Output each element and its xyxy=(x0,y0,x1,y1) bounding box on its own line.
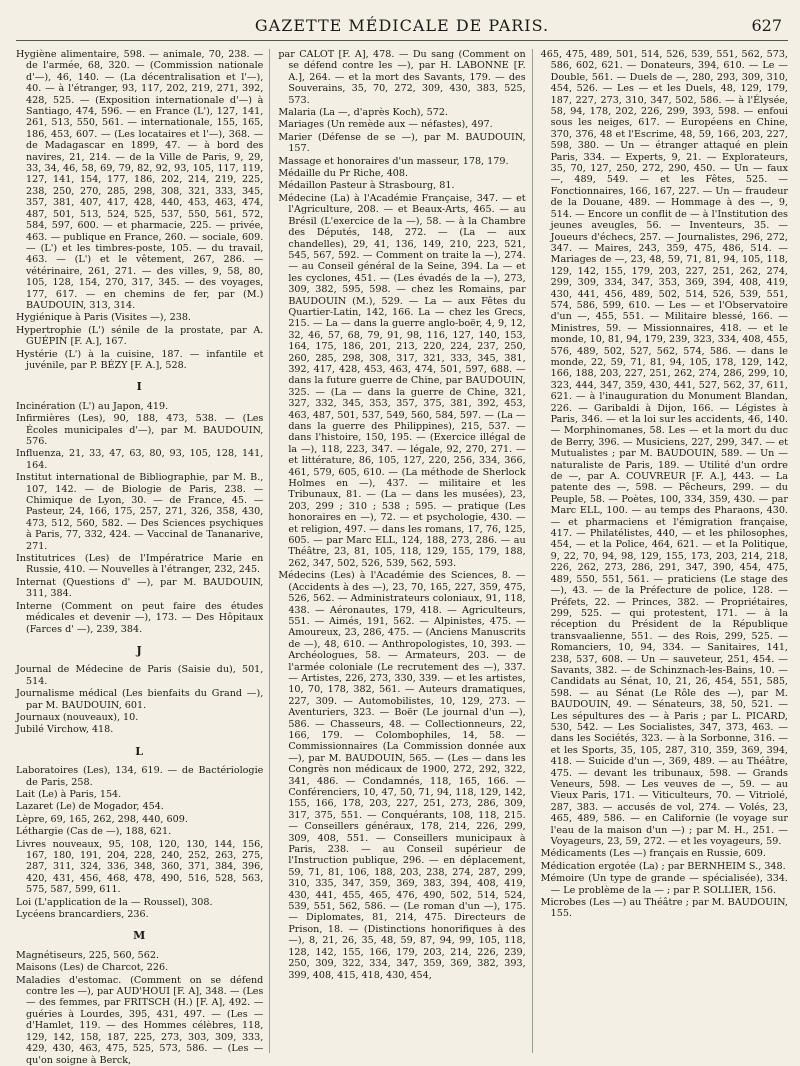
index-entry: Interne (Comment on peut faire des études médicales et devenir —), 173. — Des Hôpitaux (Farces d' —), 239, 384. xyxy=(16,600,264,635)
index-entry: Lèpre, 69, 165, 262, 298, 440, 609. xyxy=(16,813,188,825)
index-entry: Hypertrophie (L') sénile de la prostate, par A. GUÉPIN [F. A.], 167. xyxy=(16,324,264,348)
section-i xyxy=(16,401,263,635)
index-entry: Léthargie (Cas de —), 188, 621. xyxy=(16,826,172,838)
page-header xyxy=(16,14,788,41)
index-entry: Médicaments (Les —) français en Russie, 609. xyxy=(540,848,766,860)
index-entry: Maisons (Les) de Charcot, 226. xyxy=(16,962,169,974)
index-entry: Institut international de Bibliographie, par M. B., 107, 142. — de Biologie de Paris, 238. — Chimique de Lyon, 30. — de France, 45. — Pasteur, 24, 166, 175, 257, 271, 326, 358, 430, 473, 512, 560, 582. — Des Sciences psychiques à Paris, 77, 332, 424. — Vaccinal de Tananarive, 271. xyxy=(16,472,264,552)
index-entry: Hygiène alimentaire, 598. — animale, 70, 238. — de l'armée, 68, 320. — (Commission nationale d'—), 46, 140. — (La décentralisation et l'—), 40. — à l'étranger, 93, 117, 202, 219, 271, 392, 428, 525. — (Exposition internationale d'—) à Santiago, 474, 596. — en France (L'), 127, 141, 261, 513, 550, 561. — internationale, 155, 165, 186, 453, 607. — (Les locataires et l'—), 368. — de Madagascar en 1899, 47. — à bord des navires, 21, 214. — de la Ville de Paris, 9, 29, 33, 34, 46, 58, 69, 79, 82, 92, 93, 105, 117, 119, 127, 141, 154, 177, 186, 202, 214, 219, 225, 238, 250, 270, 285, 298, 308, 321, 333, 345, 357, 381, 407, 417, 428, 440, 453, 463, 474, 487, 501, 513, 524, 525, 537, 550, 561, 572, 584, 597, 600. — et pharmacie, 225. — privée, 463. — publique en France, 260. — sociale, 609. — (L') et les timbres-poste, 105. — du travail, 463. — (L') et le vêtement, 267, 286. — vétérinaire, 261, 271. — des villes, 9, 58, 80, 105, 128, 154, 270, 317, 345. — des voyages, 177, 617. — en chemins de fer, par (M.) BAUDOUIN, 313, 314. xyxy=(16,49,264,311)
index-entry: Journalisme médical (Les bienfaits du Grand —), par M. BAUDOUIN, 601. xyxy=(16,688,264,711)
section-letter-m: M xyxy=(133,929,147,943)
index-entry: Jubilé Virchow, 418. xyxy=(16,724,114,736)
index-entry: Mariages (Un remède aux — néfastes), 497. xyxy=(278,119,493,131)
page-number: 627 xyxy=(751,16,782,35)
index-entry: Journal de Médecine de Paris (Saisie du), 501, 514. xyxy=(16,664,264,687)
section-h xyxy=(16,49,263,371)
index-entry: Massage et honoraires d'un masseur, 178, 179. xyxy=(278,155,509,167)
index-column-2 xyxy=(278,49,532,1053)
index-entry: Médaillon Pasteur à Strasbourg, 81. xyxy=(278,180,455,192)
index-entry: Médecine (La) à l'Académie Française, 347. — et l'Agriculture, 208. — et Beaux-Arts, 465. — au Brésil (L'exercice de la —), 58. — à la Chambre des Députés, 148, 272. — (La — aux chandelles), 29, 41, 136, 149, 210, 223, 521, 545, 567, 592. — Comment on traite la —), 274. — au Conseil général de la Seine, 394. La — et les cyclones, 451. — (Les évadés de la —), 273, 309, 382, 595, 598. — chez les Romains, par BAUDOUIN (M.), 529. — La — aux Fêtes du Quartier-Latin, 142, 166. La — chez les Grecs, 215. — La — dans la guerre anglo-boër, 4, 9, 12, 32, 46, 57, 68, 79, 91, 98, 116, 127, 140, 153, 164, 175, 186, 201, 213, 220, 224, 237, 250, 260, 285, 298, 308, 317, 321, 333, 345, 381, 392, 417, 428, 453, 463, 474, 501, 597, 688. — dans la future guerre de Chine, par BAUDOUIN, 325. — (La — dans la guerre de Chine, 321, 327, 332, 345, 353, 357, 375, 381, 392, 453, 463, 487, 501, 537, 549, 560, 584, 597. — (La — dans la guerre des Philippines), 215, 537. — dans l'histoire, 150, 195. — (Exercice illégal de la —), 118, 223, 347. — légale, 92, 270, 271. — et littérature, 86, 105, 127, 220, 256, 334, 366, 461, 579, 605, 610. — (La méthode de Sherlock Holmes en —), 437. — militaire et les Tribunaux, 81. — (La — dans les musées), 23, 203, 299 ; 310 ; 538 ; 595. — pratique (Les honoraires en —), 72. — et psychologie, 430. — et religion, 497. — dans les romans, 17, 76, 125, 605. — par Marc ELL, 124, 188, 273, 286. — au Théâtre, 23, 81, 105, 118, 129, 155, 179, 188, 262, 347, 502, 526, 539, 562, 593. xyxy=(278,192,526,569)
section-m xyxy=(16,950,263,1066)
index-entry: Marier (Défense de se —), par M. BAUDOUIN, 157. xyxy=(278,131,526,155)
index-entry: Laboratoires (Les), 134, 619. — de Bactériologie de Paris, 258. xyxy=(16,765,264,788)
index-entry: Microbes (Les —) au Théâtre ; par M. BAUDOUIN, 155. xyxy=(540,897,788,920)
index-entry: Magnétiseurs, 225, 560, 562. xyxy=(16,949,160,961)
journal-title: GAZETTE MÉDICALE DE PARIS. xyxy=(254,16,550,35)
index-entry: Loi (L'application de la — Roussel), 308. xyxy=(16,896,213,908)
index-entry: Journaux (nouveaux), 10. xyxy=(16,711,139,723)
index-entry: Médaille du Pr Riche, 408. xyxy=(278,168,409,180)
index-entry: Infirmières (Les), 90, 188, 473, 538. — (Les Écoles municipales d'—), par M. BAUDOUIN, 576. xyxy=(16,413,264,447)
index-entry: Maladies d'estomac. (Comment on se défend contre les —), par AUD'HOUI [F. A], 348. — (Les — des femmes, par FRITSCH (H.) [F. A], 492. — guéries à Lourdes, 395, 431, 497. — (Les — d'Hamlet, 119. — des Hommes célèbres, 118, 129, 142, 158, 187, 225, 273, 303, 309, 333, 429, 430, 463, 475, 525, 573, 586. — (Les — qu'on soigne à Berck, xyxy=(16,974,264,1066)
section-j xyxy=(16,664,263,735)
section-l xyxy=(16,765,263,920)
section-letter-j: J xyxy=(136,643,143,657)
index-entry: Médecins (Les) à l'Académie des Sciences, 8. — (Accidents à des —), 23, 70, 165, 227, 359, 475, 526, 562. — Administrateurs coloniaux, 91, 118, 438. — Aéronautes, 179, 418. — Agriculteurs, 551. — Aimés, 191, 562. — Alpinistes, 475. — Amoureux, 23, 286, 475. — (Anciens Manuscrits de —), 48, 610. — Anthropologistes, 10, 393. — Archéologues, 58. — Armateurs, 203. — de l'armée coloniale (Le recrutement des —), 337. — Artistes, 226, 273, 330, 339. — et les artistes, 10, 70, 178, 382, 561. — Auteurs dramatiques, 227, 309. — Automobilistes, 10, 129, 273. — Aventuriers, 323. — Boër (Le journal d'un —), 586. — Chasseurs, 48. — Collectionneurs, 22, 166, 179. — Colombophiles, 14, 58. — Commissionnaires (La Commission donnée aux —), par M. BAUDOUIN, 565. — (Les — dans les Congrès non médicaux de 1900, 272, 292, 322, 341, 486. — Condamnés, 118, 165, 166. — Conférenciers, 10, 47, 50, 71, 94, 118, 129, 142, 155, 166, 178, 203, 227, 251, 273, 286, 309, 317, 375, 551. — Conquérants, 108, 118, 215. — Conseillers généraux, 178, 214, 226, 299, 309, 408, 551. — Conseillers municipaux à Paris, 238. — au Conseil supérieur de l'Instruction publique, 296. — en déplacement, 59, 71, 81, 106, 188, 203, 238, 274, 287, 299, 310, 335, 347, 359, 369, 383, 394, 408, 419, 430, 441, 455, 465, 476, 490, 502, 514, 524, 539, 551, 562, 586. — (Le roman d'un —), 175. — Diplomates, 81, 214, 475. Directeurs de Prison, 18. — (Distinctions honorifiques à des —), 8, 21, 26, 35, 48, 59, 87, 94, 99, 105, 118, 128, 142, 155, 166, 179, 203, 214, 226, 239, 250, 309, 322, 334, 347, 359, 369, 382, 393, 399, 408, 415, 418, 430, 454, xyxy=(278,570,526,981)
index-entry: Mémoire (Un type de grande — spécialisée), 334. — Le problème de la — ; par P. SOLLIER, 156. xyxy=(540,873,788,896)
index-entry: 465, 475, 489, 501, 514, 526, 539, 551, 562, 573, 586, 602, 621. — Donateurs, 394, 610. — Le — Double, 561. — Duels de —, 280, 293, 309, 310, 454, 526. — Les — et les Duels, 48, 129, 179, 187, 227, 273, 310, 347, 502, 586. — à l'Élysée, 58, 94, 178, 202, 226, 299, 393, 598. — enfoui sous les neiges, 617. — Européens en Chine, 370, 376, 48 et l'Escrime, 48, 59, 166, 203, 227, 598, 380. — Un — étranger attaqué en plein Paris, 334. — Experts, 9, 21. — Explorateurs, 35, 70, 127, 250, 272, 290, 450. — Un — faux —, 489, 549. — et les Fêtes, 525. — Fonctionnaires, 166, 167, 227. — Un — fraudeur de la Douane, 489. — Hommage à des —, 9, 514. — Encore un conflit de — à l'Institution des jeunes aveugles, 56. — Inventeurs, 35. — Joueurs d'échecs, 257. — Journalistes, 296, 272, 347. — Maires, 243, 359, 475, 486, 514. — Mariages de —, 23, 48, 59, 71, 81, 94, 105, 118, 129, 142, 155, 179, 203, 227, 251, 262, 274, 299, 309, 334, 347, 353, 369, 394, 408, 419, 430, 441, 456, 489, 502, 514, 526, 539, 551, 574, 586, 599, 610. — Les — et l'Observatoire d'un —, 455, 551. — Militaire blessé, 166. — Ministres, 59. — Missionnaires, 418. — et le monde, 10, 81, 94, 179, 239, 323, 334, 408, 455, 576, 489, 502, 527, 562, 574, 586. — dans le monde, 22, 59, 71, 81, 94, 105, 178, 129, 142, 166, 188, 203, 227, 251, 262, 274, 286, 299, 10, 323, 444, 347, 359, 430, 441, 527, 562, 37, 611, 621. — à l'inauguration du Monument Blandan, 226. — Garibaldi à Dijon, 166. — Légistes à Paris, 346. — et la loi sur les accidents, 46, 140. — Morphinomanes, 58. Les — et la mort du duc de Berry, 396. — Musiciens, 227, 299, 347. — et Mutualistes ; par M. BAUDOUIN, 589. — Un — naturaliste de Paris, 189. — Utilité d'un ordre de —, par A. COUVREUR [F. A.], 443. — La patente des —, 598. — Pêcheurs, 299. — du Peuple, 58. — Poètes, 100, 334, 359, 430. — par Marc ELL, 100. — au temps des Pharaons, 430. — et pharmaciens et l'émigration française, 417. — Philatélistes, 440, — et les philosophes, 454, — et la Police, 464, 621. — et la Politique, 9, 22, 70, 94, 98, 129, 155, 173, 203, 214, 218, 226, 262, 273, 286, 291, 347, 390, 454, 475, 489, 550, 551, 561. — praticiens (Le stage des —), 43. — de la Préfecture de police, 128. — Préfets, 22. — Princes, 382. — Propriétaires, 299, 525. — qui protestent, 171. — à la réception du Président de la République transvaalienne, 551. — des Rois, 299, 525. — Romanciers, 10, 94, 334. — Sanitaires, 141, 238, 537, 608. — Un — sauveteur, 251, 454. — Savants, 382. — de Schinznach-les-Bains, 10. — Candidats au Sénat, 10, 21, 26, 454, 551, 585, 598. — au Sénat (Le Rôle des —), par M. BAUDOUIN, 49. — Sénateurs, 38, 50, 521. — Les sépultures des — à Paris ; par L. PICARD, 530, 542. — Les Socialistes, 347, 373, 463. — dans les Sociétés, 323. — à la Sorbonne, 316. — et les Sports, 35, 105, 287, 310, 359, 369, 394, 418. — Suicide d'un —, 369, 489. — au Théâtre, 475. — devant les tribunaux, 598. — Grands Veneurs, 598. — Les veuves de —, 59. — au Vieux Paris, 171. — Viticulteurs, 70. — Vitriolé, 287, 383. — accusés de vol, 274. — Volés, 23, 465, 489, 586. — en Californie (le voyage sur l'eau de la maison d'un —) ; par M. H., 251. — Voyageurs, 23, 59, 272. — et les voyageurs, 59. xyxy=(540,49,788,848)
index-column-3 xyxy=(541,49,788,1053)
index-entry: Malaria (La —, d'après Koch), 572. xyxy=(278,107,448,119)
index-entry: Médication ergotée (La) ; par BERNHEIM S., 348. xyxy=(540,860,786,872)
index-entry: Incinération (L') au Japon, 419. xyxy=(16,400,169,412)
section-letter-l: L xyxy=(135,744,145,758)
index-entry: par CALOT [F. A], 478. — Du sang (Comment on se défend contre les —), par H. LABONNE [F. A.], 264. — et la mort des Savants, 179. — des Souverains, 35, 70, 272, 309, 430, 383, 525, 573. xyxy=(278,49,526,106)
section-letter-i: I xyxy=(136,380,143,394)
index-entry: Lycéens brancardiers, 236. xyxy=(16,909,149,921)
index-entry: Hygiénique à Paris (Visites —), 238. xyxy=(16,312,191,324)
index-columns xyxy=(16,49,788,1066)
index-entry: Lazaret (Le) de Mogador, 454. xyxy=(16,801,164,813)
index-column-1 xyxy=(16,49,270,1066)
index-entry: Influenza, 21, 33, 47, 63, 80, 93, 105, 128, 141, 164. xyxy=(16,448,264,471)
index-entry: Hystérie (L') à la cuisine, 187. — infantile et juvénile, par P. BÉZY [F. A.], 528. xyxy=(16,348,264,371)
index-entry: Internat (Questions d' —), par M. BAUDOUIN, 311, 384. xyxy=(16,576,264,600)
index-entry: Livres nouveaux, 95, 108, 120, 130, 144, 156, 167, 180, 191, 204, 228, 240, 252, 263, 275, 287, 311, 324, 336, 348, 360, 371, 384, 396, 420, 431, 456, 468, 478, 490, 516, 528, 563, 575, 587, 599, 611. xyxy=(16,838,264,896)
index-entry: Lait (Le) à Paris, 154. xyxy=(16,788,122,800)
index-entry: Institutrices (Les) de l'Impératrice Marie en Russie, 410. — Nouvelles à l'étranger, 232, 245. xyxy=(16,553,264,576)
